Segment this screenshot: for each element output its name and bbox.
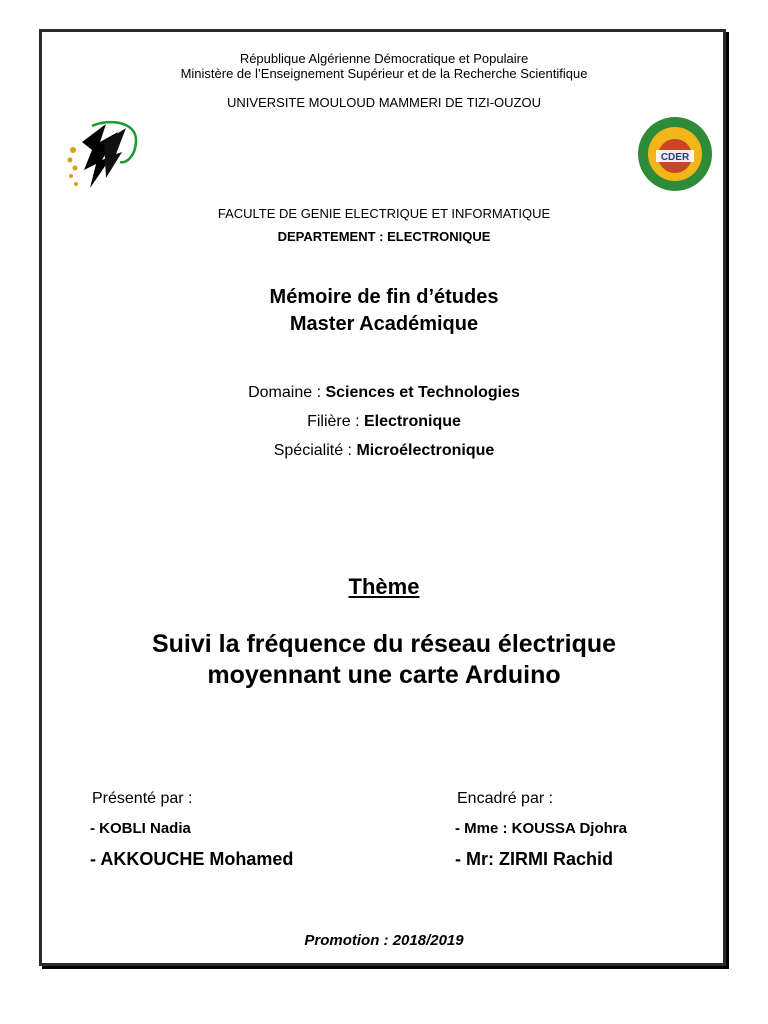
student-name: - KOBLI Nadia [90, 820, 191, 837]
promotion-year: Promotion : 2018/2019 [304, 932, 464, 949]
specialite-value: Microélectronique [356, 442, 495, 459]
domaine-label: Domaine : [248, 384, 326, 401]
presented-by-label: Présenté par : [92, 790, 193, 807]
republic-line: République Algérienne Démocratique et Populaire [239, 51, 529, 66]
university-logo [62, 112, 144, 194]
cder-logo [636, 115, 714, 193]
cder-logo-text: CDER [660, 152, 690, 163]
thesis-title-line2: moyennant une carte Arduino [207, 661, 561, 689]
ministry-line: Ministère de l’Enseignement Supérieur et de la Recherche Scientifique [180, 66, 588, 81]
specialite-label: Spécialité : [273, 442, 357, 459]
university-name: UNIVERSITE MOULOUD MAMMERI DE TIZI-OUZOU [227, 95, 541, 110]
memoire-title: Mémoire de fin d’études [269, 286, 499, 308]
specialite-row [0, 442, 768, 460]
supervised-by-label: Encadré par : [457, 790, 554, 807]
supervisor-name: - Mr: ZIRMI Rachid [455, 849, 613, 869]
supervisor-name: - Mme : KOUSSA Djohra [455, 820, 627, 837]
filiere-label: Filière : [307, 413, 364, 430]
faculty-name: FACULTE DE GENIE ELECTRIQUE ET INFORMATIQUE [217, 206, 551, 221]
filiere-row [0, 413, 768, 431]
theme-label: Thème [348, 574, 420, 599]
master-title: Master Académique [289, 313, 479, 335]
department-name: DEPARTEMENT : ELECTRONIQUE [277, 229, 491, 244]
domaine-value: Sciences et Technologies [325, 384, 520, 401]
student-name: - AKKOUCHE Mohamed [90, 849, 294, 869]
domaine-row [0, 384, 768, 402]
thesis-title-line1: Suivi la fréquence du réseau électrique [151, 630, 617, 658]
filiere-value: Electronique [364, 413, 461, 430]
